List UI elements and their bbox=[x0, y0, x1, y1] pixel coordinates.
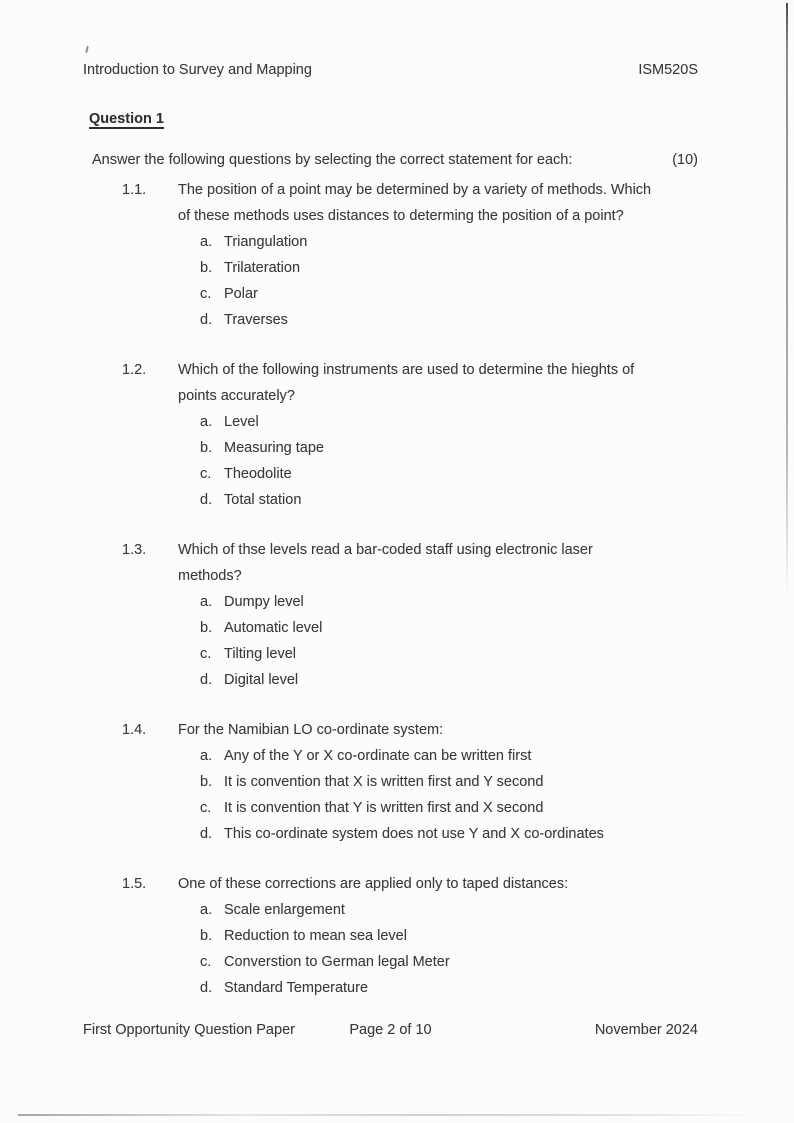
question-item-1-5 bbox=[122, 871, 698, 1001]
options-list bbox=[178, 589, 656, 693]
question-text: The position of a point may be determined by a variety of methods. Which of these methods uses distances to determing the position of a point? bbox=[178, 182, 652, 224]
page-header bbox=[83, 57, 698, 83]
option-text: Standard Temperature bbox=[224, 980, 369, 996]
option-letter: c. bbox=[200, 800, 212, 816]
option-letter: b. bbox=[200, 774, 213, 790]
option-row bbox=[200, 435, 656, 461]
option-row bbox=[200, 897, 656, 923]
option-letter: a. bbox=[200, 234, 213, 250]
course-code: ISM520S bbox=[638, 62, 698, 78]
option-letter: c. bbox=[200, 466, 212, 482]
course-title: Introduction to Survey and Mapping bbox=[83, 62, 312, 78]
option-row bbox=[200, 589, 656, 615]
option-text: Level bbox=[224, 414, 259, 430]
question-text: For the Namibian LO co-ordinate system: bbox=[178, 722, 444, 738]
option-letter: c. bbox=[200, 286, 212, 302]
question-item-1-4 bbox=[122, 717, 698, 847]
instruction-text: Answer the following questions by selecting the correct statement for each: bbox=[92, 152, 573, 168]
option-letter: a. bbox=[200, 594, 213, 610]
option-row bbox=[200, 461, 656, 487]
scan-artifact-right-edge-line bbox=[786, 3, 788, 598]
option-row bbox=[200, 821, 656, 847]
options-list bbox=[178, 409, 656, 513]
option-text: Trilateration bbox=[224, 260, 301, 276]
option-text: Automatic level bbox=[224, 620, 323, 636]
option-letter: d. bbox=[200, 492, 213, 508]
option-text: It is convention that X is written first and Y second bbox=[224, 774, 544, 790]
option-text: Converstion to German legal Meter bbox=[224, 954, 450, 970]
option-letter: d. bbox=[200, 672, 213, 688]
marks-allocation: (10) bbox=[672, 152, 698, 168]
option-letter: b. bbox=[200, 440, 213, 456]
options-list bbox=[178, 229, 656, 333]
footer-date: November 2024 bbox=[594, 1022, 698, 1038]
question-number: 1.1. bbox=[122, 182, 147, 198]
option-row bbox=[200, 409, 656, 435]
option-row bbox=[200, 667, 656, 693]
option-row bbox=[200, 281, 656, 307]
option-row bbox=[200, 487, 656, 513]
option-row bbox=[200, 795, 656, 821]
option-text: This co-ordinate system does not use Y and X co-ordinates bbox=[224, 826, 604, 842]
scan-artifact-tick-mark bbox=[85, 46, 89, 53]
option-text: Digital level bbox=[224, 672, 299, 688]
option-text: Dumpy level bbox=[224, 594, 304, 610]
option-letter: c. bbox=[200, 954, 212, 970]
option-letter: c. bbox=[200, 646, 212, 662]
question-number: 1.5. bbox=[122, 876, 147, 892]
instruction-row bbox=[92, 147, 698, 173]
question-number: 1.2. bbox=[122, 362, 147, 378]
option-text: Tilting level bbox=[224, 646, 296, 662]
option-row bbox=[200, 641, 656, 667]
question-number: 1.3. bbox=[122, 542, 147, 558]
option-row bbox=[200, 769, 656, 795]
options-list bbox=[178, 897, 656, 1001]
option-text: Polar bbox=[224, 286, 258, 302]
option-text: Total station bbox=[224, 492, 302, 508]
option-letter: d. bbox=[200, 826, 213, 842]
option-text: It is convention that Y is written first and X second bbox=[224, 800, 544, 816]
option-row bbox=[200, 307, 656, 333]
option-row bbox=[200, 743, 656, 769]
option-letter: a. bbox=[200, 902, 213, 918]
question-text: One of these corrections are applied only to taped distances: bbox=[178, 876, 569, 892]
option-text: Measuring tape bbox=[224, 440, 324, 456]
option-letter: b. bbox=[200, 928, 213, 944]
options-list bbox=[178, 743, 656, 847]
question-number: 1.4. bbox=[122, 722, 147, 738]
question-1-heading: Question 1 bbox=[89, 111, 164, 127]
footer-paper-name: First Opportunity Question Paper bbox=[83, 1022, 295, 1038]
option-row bbox=[200, 975, 656, 1001]
question-item-1-3 bbox=[122, 537, 698, 693]
option-row bbox=[200, 255, 656, 281]
option-letter: d. bbox=[200, 312, 213, 328]
option-letter: b. bbox=[200, 620, 213, 636]
option-text: Reduction to mean sea level bbox=[224, 928, 407, 944]
option-letter: b. bbox=[200, 260, 213, 276]
option-letter: a. bbox=[200, 748, 213, 764]
option-text: Triangulation bbox=[224, 234, 308, 250]
option-text: Theodolite bbox=[224, 466, 292, 482]
option-row bbox=[200, 615, 656, 641]
option-letter: a. bbox=[200, 414, 213, 430]
option-letter: d. bbox=[200, 980, 213, 996]
question-item-1-1 bbox=[122, 177, 698, 333]
option-row bbox=[200, 949, 656, 975]
question-item-1-2 bbox=[122, 357, 698, 513]
question-text: Which of the following instruments are used to determine the hieghts of points accurately? bbox=[178, 362, 635, 404]
option-text: Any of the Y or X co-ordinate can be written first bbox=[224, 748, 532, 764]
option-text: Traverses bbox=[224, 312, 288, 328]
option-row bbox=[200, 229, 656, 255]
option-text: Scale enlargement bbox=[224, 902, 345, 918]
option-row bbox=[200, 923, 656, 949]
question-text: Which of thse levels read a bar-coded staff using electronic laser methods? bbox=[178, 542, 593, 584]
footer-page-number: Page 2 of 10 bbox=[349, 1022, 432, 1038]
scan-artifact-bottom-edge-line bbox=[18, 1114, 762, 1116]
page-footer bbox=[83, 1017, 698, 1043]
